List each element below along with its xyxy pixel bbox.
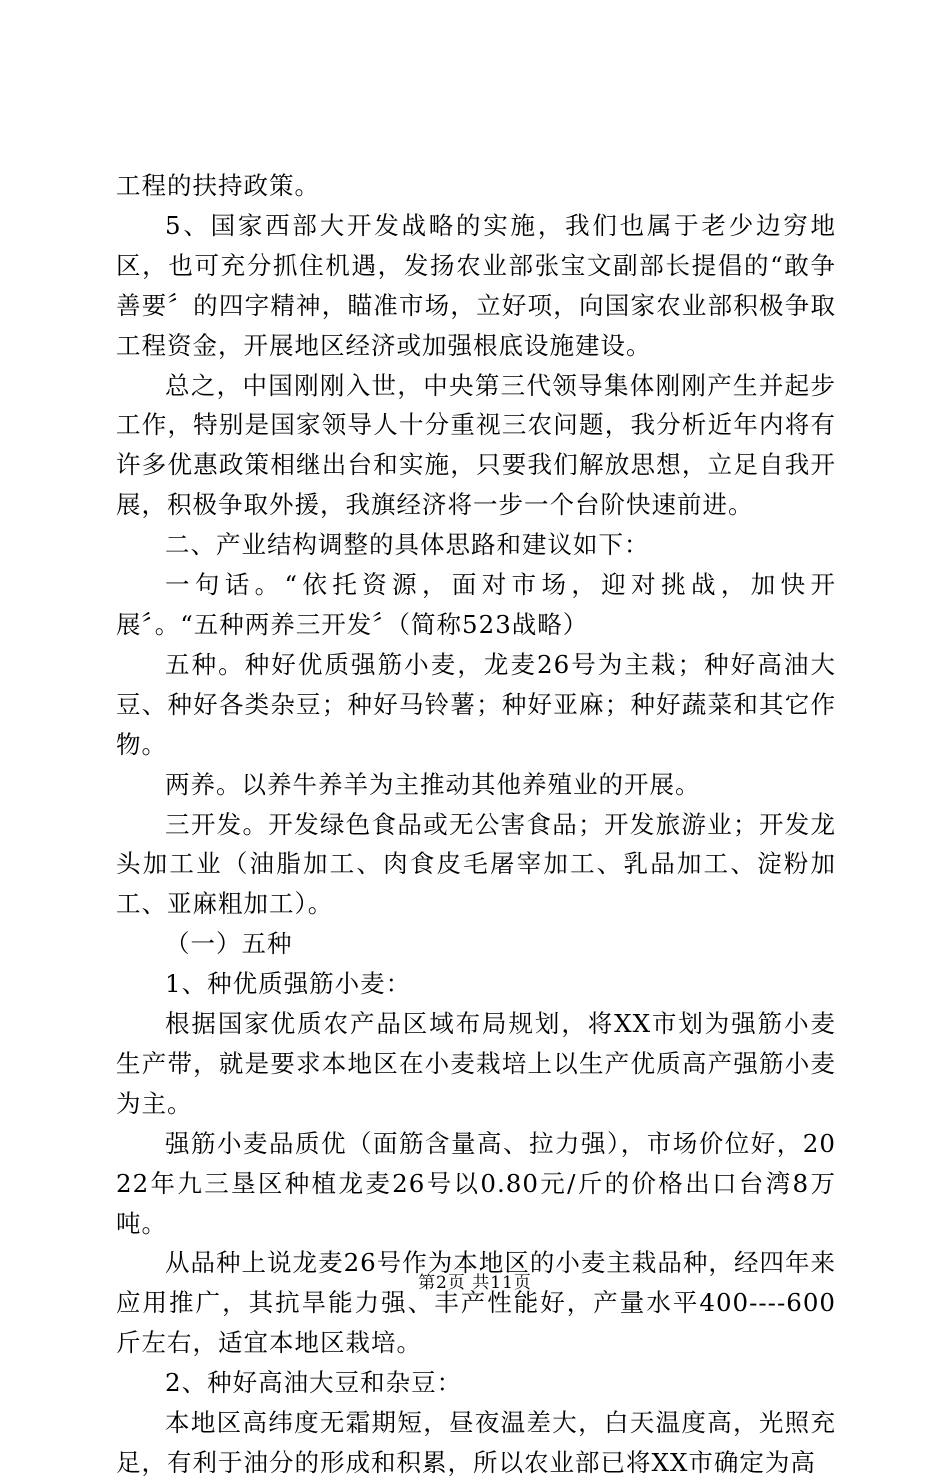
paragraph: 5、国家西部大开发战略的实施，我们也属于老少边穷地区，也可充分抓住机遇，发扬农业部张宝文副部长提倡的“敢争善要〞的四字精神，瞄准市场，立好项，向国家农业部积极争取工程资金，开展地区经济或加强根底设施建设。 — [116, 210, 836, 360]
paragraph: 三开发。开发绿色食品或无公害食品；开发旅游业；开发龙头加工业（油脂加工、肉食皮毛屠宰加工、乳品加工、淀粉加工、亚麻粗加工）。 — [116, 809, 836, 919]
item-heading: 2、种好高油大豆和杂豆： — [165, 1368, 463, 1398]
section-heading: 二、产业结构调整的具体思路和建议如下： — [165, 530, 650, 560]
paragraph: 总之，中国刚刚入世，中央第三代领导集体刚刚产生并起步工作，特别是国家领导人十分重视三农问题，我分析近年内将有许多优惠政策相继出台和实施，只要我们解放思想，立足自我开展，积极争取外援，我旗经济将一步一个台阶快速前进。 — [116, 370, 836, 520]
paragraph: 两养。以养牛养羊为主推动其他养殖业的开展。 — [165, 769, 701, 799]
paragraph: 根据国家优质农产品区域布局规划，将XX市划为强筋小麦生产带，就是要求本地区在小麦栽培上以生产优质高产强筋小麦为主。 — [116, 1009, 836, 1118]
subsection-heading: （一）五种 — [165, 929, 293, 959]
paragraph: 五种。种好优质强筋小麦，龙麦26号为主栽；种好高油大豆、种好各类杂豆；种好马铃薯；种好亚麻；种好蔬菜和其它作物。 — [116, 649, 836, 759]
paragraph: 工程的扶持政策。 — [116, 171, 320, 200]
paragraph: 强筋小麦品质优（面筋含量高、拉力强），市场价位好，2022年九三垦区种植龙麦26号以0.80元/斤的价格出口台湾8万吨。 — [116, 1128, 836, 1238]
paragraph: 一句话。“依托资源，面对市场，迎对挑战，加快开展〞。“五种两养三开发〞（简称523战略） — [116, 570, 836, 639]
page-number: 第2页 共11页 — [418, 1273, 532, 1293]
item-heading: 1、种优质强筋小麦： — [165, 969, 412, 999]
paragraph: 从品种上说龙麦26号作为本地区的小麦主栽品种，经四年来应用推广，其抗旱能力强、丰产性能好，产量水平400----600斤左右，适宜本地区栽培。 — [116, 1248, 836, 1358]
paragraph: 本地区高纬度无霜期短，昼夜温差大，白天温度高，光照充足，有利于油分的形成和积累，所以农业部已将XX市确定为高 — [116, 1408, 836, 1477]
page-footer — [0, 1272, 950, 1294]
